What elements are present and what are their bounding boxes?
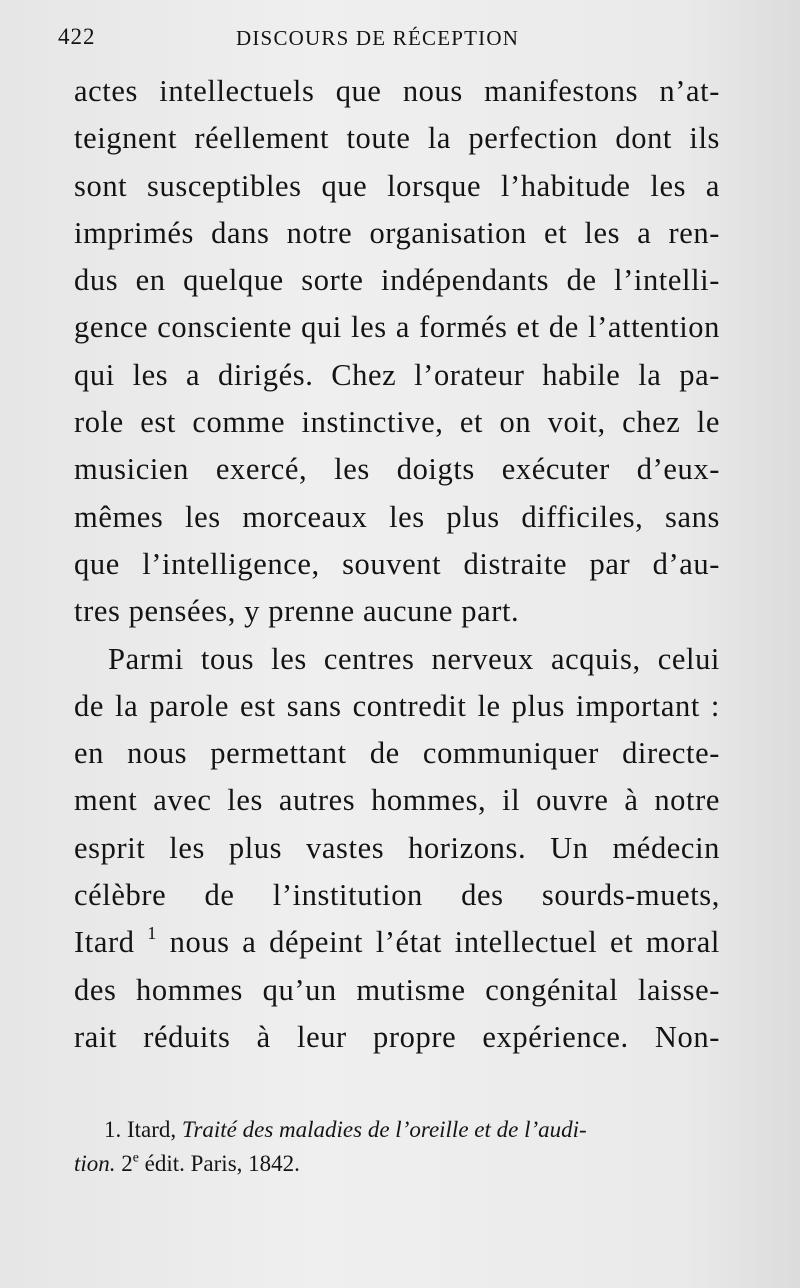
text-line: teignent réellement toute la perfection dont ils <box>74 121 720 156</box>
itard-text-before: Itard <box>74 925 148 960</box>
footnote-line <box>74 1147 724 1181</box>
page-header <box>58 24 728 56</box>
text-line: sont susceptibles que lorsque l’habitude les a <box>74 168 720 203</box>
text-line: imprimés dans notre organisation et les a ren- <box>74 215 720 250</box>
text-line: ment avec les autres hommes, il ouvre à notre <box>74 783 720 818</box>
footnote-number: 1. Itard, <box>104 1117 182 1142</box>
text-line: dus en quelque sorte indépendants de l’intelli- <box>74 263 720 298</box>
text-line: gence consciente qui les a formés et de l’attention <box>74 310 720 345</box>
text-line: esprit les plus vastes horizons. Un médecin <box>74 830 720 865</box>
text-line: des hommes qu’un mutisme congénital laisse- <box>74 972 720 1007</box>
text-line: que l’intelligence, souvent distraite par d’au- <box>74 546 720 581</box>
text-line: célèbre de l’institution des sourds-muets, <box>74 878 720 913</box>
footnote-book-title: Traité des maladies de l’oreille et de l’audi- <box>181 1117 587 1142</box>
footnote <box>74 1113 724 1181</box>
itard-line <box>74 919 720 966</box>
paragraph-end-line: tres pensées, y prenne aucune part. <box>74 594 520 629</box>
text-line: qui les a dirigés. Chez l’orateur habile la pa- <box>74 357 720 392</box>
body-text <box>74 68 720 1061</box>
text-line: musicien exercé, les doigts exécuter d’eux- <box>74 452 720 487</box>
text-line: en nous permettant de communiquer directe- <box>74 736 720 771</box>
paragraph-start-line: Parmi tous les centres nerveux acquis, celui <box>108 641 720 676</box>
footnote-edition-sup: e <box>132 1149 139 1165</box>
page-number: 422 <box>58 24 96 49</box>
text-line: mêmes les morceaux les plus difficiles, sans <box>74 499 720 534</box>
footnote-publication: édit. Paris, 1842. <box>138 1151 300 1176</box>
text-line: role est comme instinctive, et on voit, chez le <box>74 405 720 440</box>
text-line: de la parole est sans contredit le plus important : <box>74 688 720 723</box>
footnote-reference[interactable]: 1 <box>147 923 157 944</box>
text-line: actes intellectuels que nous manifestons n’at- <box>74 74 720 108</box>
text-line: rait réduits à leur propre expérience. Non- <box>74 1019 720 1054</box>
footnote-edition: 2 <box>115 1151 133 1176</box>
footnote-book-title-end: tion. <box>74 1151 116 1176</box>
footnote-line <box>74 1113 724 1147</box>
itard-text-after: nous a dépeint l’état intellectuel et moral <box>156 925 720 960</box>
running-title: DISCOURS DE RÉCEPTION <box>236 26 520 50</box>
